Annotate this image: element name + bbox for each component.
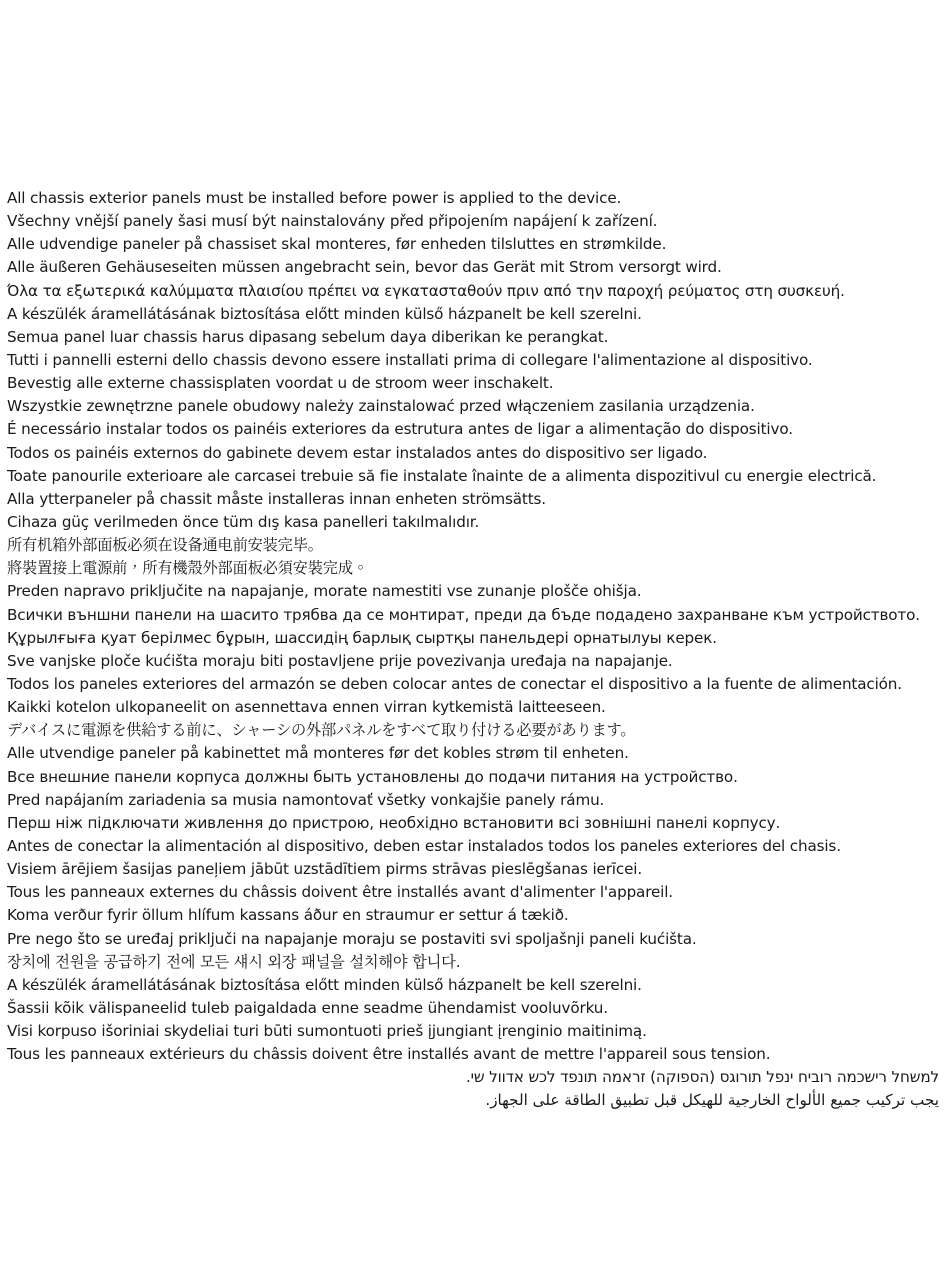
notice-line-ro: Toate panourile exterioare ale carcasei trebuie să fie instalate înainte de a alimenta dispozitivul cu energie electrică. — [7, 466, 877, 485]
notice-line-uk: Перш ніж підключати живлення до пристрою, необхідно встановити всі зовнішні панелі корпусу. — [7, 813, 781, 832]
notice-line-es-LA: Antes de conectar la alimentación al dispositivo, deben estar instalados todos los paneles exteriores del chasis. — [7, 836, 841, 855]
notice-line-lv: Visiem ārējiem šasijas paneļiem jābūt uzstādītiem pirms strāvas pieslēgšanas ierīcei. — [7, 860, 643, 879]
notice-line-sv: Alla ytterpaneler på chassit måste installeras innan enheten strömsätts. — [7, 489, 546, 508]
notice-line-hr: Sve vanjske ploče kućišta moraju biti postavljene prije povezivanja uređaja na napajanje. — [7, 651, 673, 670]
notice-line-fr-2: Tous les panneaux extérieurs du châssis doivent être installés avant de mettre l'appareil sous tension. — [7, 1045, 771, 1064]
notice-line-ko: 장치에 전원을 공급하기 전에 모든 섀시 외장 패널을 설치해야 합니다. — [7, 952, 461, 971]
notice-line-nl: Bevestig alle externe chassisplaten voordat u de stroom weer inschakelt. — [7, 374, 554, 393]
notice-line-el: Όλα τα εξωτερικά καλύμματα πλαισίου πρέπει να εγκατασταθούν πριν από την παροχή ρεύματος στη συσκευή. — [7, 281, 845, 300]
notice-line-hu-2: A készülék áramellátásának biztosítása előtt minden külső házpanelt be kell szerelni. — [7, 975, 642, 994]
notice-line-id: Semua panel luar chassis harus dipasang sebelum daya diberikan ke perangkat. — [7, 327, 609, 346]
notice-line-sk: Pred napájaním zariadenia sa musia namontovať všetky vonkajšie panely rámu. — [7, 790, 605, 809]
notice-line-is: Koma verður fyrir öllum hlífum kassans áður en straumur er settur á tækið. — [7, 906, 569, 925]
notice-line-pt-BR: É necessário instalar todos os painéis exteriores da estrutura antes de ligar a alimentação do dispositivo. — [7, 420, 793, 439]
notice-line-ja: デバイスに電源を供給する前に、シャーシの外部パネルをすべて取り付ける必要があります。 — [7, 721, 636, 740]
notice-line-lt: Visi korpuso išoriniai skydeliai turi būti sumontuoti prieš įjungiant įrenginio maitinimą. — [7, 1022, 647, 1041]
notice-line-fi: Kaikki kotelon ulkopaneelit on asennettava ennen virran kytkemistä laitteeseen. — [7, 698, 606, 717]
notice-line-pl: Wszystkie zewnętrzne panele obudowy należy zainstalować przed włączeniem zasilania urządzenia. — [7, 397, 755, 416]
notice-line-et: Šassii kõik välispaneelid tuleb paigaldada enne seadme ühendamist vooluvõrku. — [7, 998, 608, 1017]
notice-line-cs: Všechny vnější panely šasi musí být nainstalovány před připojením napájení k zařízení. — [7, 212, 658, 231]
notice-line-kk: Құрылғыға қуат берілмес бұрын, шассидің барлық сыртқы панельдері орнатылуы керек. — [7, 628, 717, 647]
notice-line-it: Tutti i pannelli esterni dello chassis devono essere installati prima di collegare l'alimentazione al dispositivo. — [7, 350, 813, 369]
notice-line-de: Alle äußeren Gehäuseseiten müssen angebracht sein, bevor das Gerät mit Strom versorgt wird. — [7, 258, 722, 277]
notice-line-fr: Tous les panneaux externes du châssis doivent être installés avant d'alimenter l'appareil. — [7, 883, 673, 902]
notice-line-zh-CN: 所有机箱外部面板必须在设备通电前安装完毕。 — [7, 536, 323, 555]
notice-line-no: Alle utvendige paneler på kabinettet må monteres før det kobles strøm til enheten. — [7, 744, 629, 763]
notice-line-en: All chassis exterior panels must be installed before power is applied to the device. — [7, 189, 622, 207]
notice-line-he: למשחל רישכמה רוביח ינפל תורוגס (הספוקה) זראמה תונפד לכש אדוול שי. — [465, 1068, 939, 1087]
notice-line-ru: Все внешние панели корпуса должны быть установлены до подачи питания на устройство. — [7, 767, 738, 786]
notice-line-da: Alle udvendige paneler på chassiset skal monteres, før enheden tilsluttes en strømkilde. — [7, 235, 667, 254]
notice-line-hu: A készülék áramellátásának biztosítása előtt minden külső házpanelt be kell szerelni. — [7, 304, 642, 323]
notice-line-tr: Cihaza güç verilmeden önce tüm dış kasa panelleri takılmalıdır. — [7, 512, 480, 531]
notice-line-ar: يجب تركيب جميع الألواح الخارجية للهيكل قبل تطبيق الطاقة على الجهاز. — [485, 1091, 939, 1110]
notice-line-sr: Pre nego što se uređaj priključi na napajanje moraju se postaviti svi spoljašnji paneli kućišta. — [7, 929, 697, 948]
notice-line-pt-PT: Todos os painéis externos do gabinete devem estar instalados antes do dispositivo ser ligado. — [7, 443, 708, 462]
notice-line-sl: Preden napravo priključite na napajanje, morate namestiti vse zunanje plošče ohišja. — [7, 582, 642, 601]
multilingual-notice — [7, 187, 939, 1113]
notice-line-es: Todos los paneles exteriores del armazón se deben colocar antes de conectar el dispositivo a la fuente de alimentación. — [7, 674, 902, 693]
notice-line-zh-TW: 將裝置接上電源前，所有機殼外部面板必須安裝完成。 — [7, 559, 368, 578]
notice-line-bg: Всички външни панели на шасито трябва да се монтират, преди да бъде подадено захранване към устройството. — [7, 605, 920, 624]
